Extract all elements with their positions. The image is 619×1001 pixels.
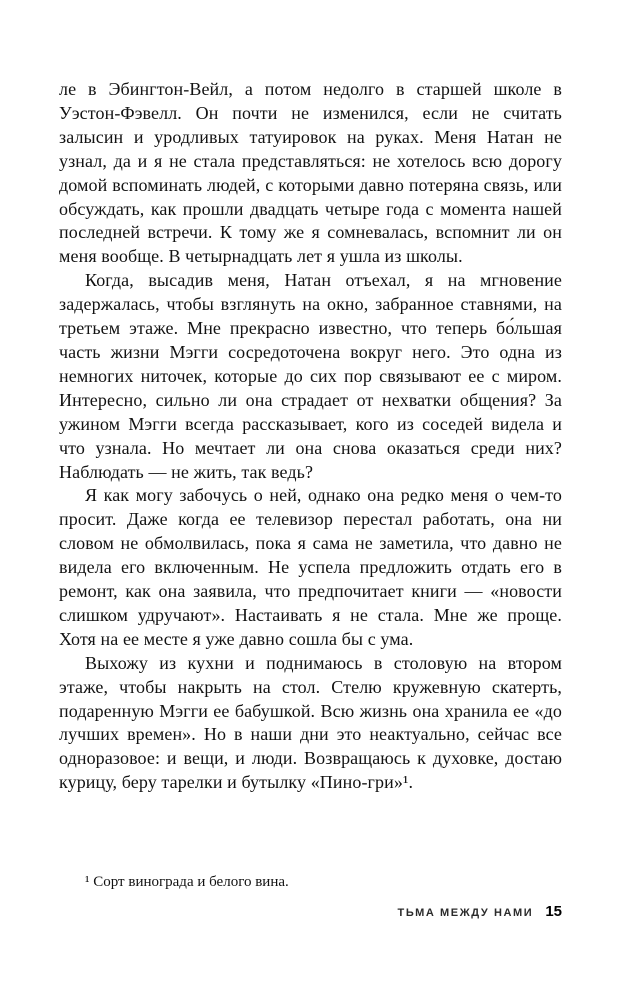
- footnote-text: ¹ Сорт винограда и белого вина.: [85, 874, 289, 890]
- paragraph-continuation: ле в Эбингтон-Вейл, а потом недолго в старшей школе в Уэстон-Фэвелл. Он почти не изменился, если не считать залысин и уродливых татуировок на руках. Меня Натан не узнал, да и я не стала представляться: не хотелось всю дорогу домой вспоминать людей, с которыми давно потеряна связь, или обсуждать, как прошли двадцать четыре года с момента нашей последней встречи. К тому же я сомневалась, вспомнит ли он меня вообще. В четырнадцать лет я ушла из школы.: [59, 79, 562, 267]
- paragraph: Выхожу из кухни и поднимаюсь в столовую на втором этаже, чтобы накрыть на стол. Стелю кружевную скатерть, подаренную Мэгги ее бабушкой. Всю жизнь она хранила ее «до лучших времен». Но в наши дни это неактуально, сейчас все одноразовое: и вещи, и люди. Возвращаюсь к духовке, достаю курицу, беру тарелки и бутылку «Пино-гри»¹.: [59, 652, 562, 793]
- running-title: ТЬМА МЕЖДУ НАМИ: [397, 907, 534, 919]
- body-text: [59, 78, 562, 795]
- paragraph: Я как могу забочусь о ней, однако она редко меня о чем-то просит. Даже когда ее телевизор перестал работать, она ни словом не обмолвилась, пока я сама не заметила, что давно не видела его включенным. Не успела предложить отдать его в ремонт, как она заявила, что предпочитает книги — «новости слишком удручают». Настаивать я не стала. Мне же проще. Хотя на ее месте я уже давно сошла бы с ума.: [59, 485, 562, 649]
- paragraph: Когда, высадив меня, Натан отъехал, я на мгновение задержалась, чтобы взглянуть на окно, забранное ставнями, на третьем этаже. Мне прекрасно известно, что теперь бо́льшая часть жизни Мэгги сосредоточена вокруг него. Это одна из немногих ниточек, которые до сих пор связывают ее с миром. Интересно, сильно ли она страдает от нехватки общения? За ужином Мэгги всегда рассказывает, кого из соседей видела и что узнала. Но мечтает ли она снова оказаться среди них? Наблюдать — не жить, так ведь?: [59, 270, 562, 482]
- footnote-block: [59, 872, 562, 892]
- page-footer: [398, 903, 562, 920]
- page-number: 15: [545, 903, 562, 920]
